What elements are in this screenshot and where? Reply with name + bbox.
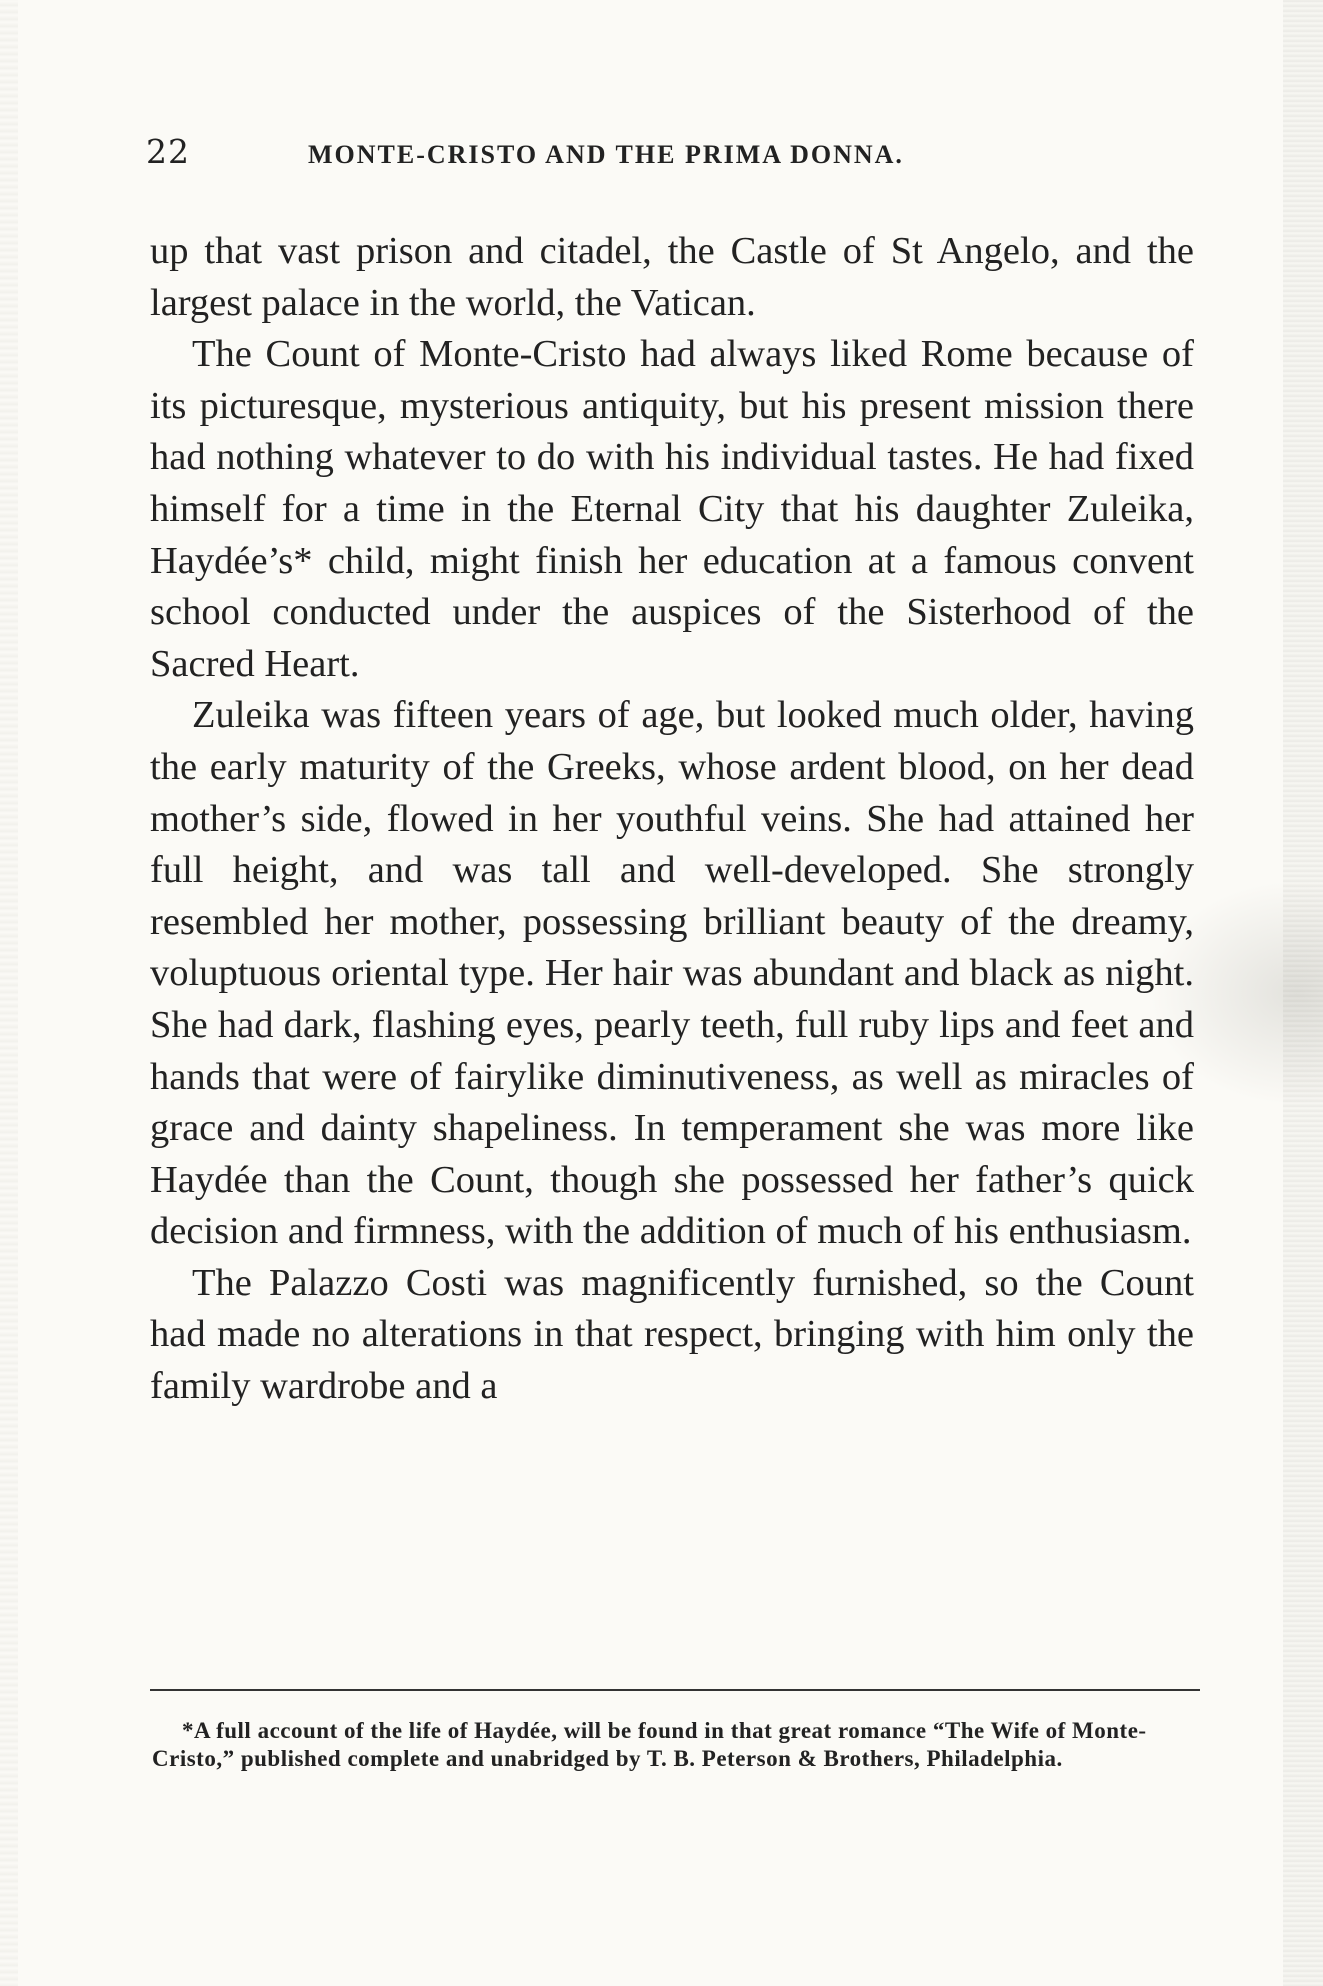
page-number: 22: [146, 132, 190, 171]
footnote-text: *A full account of the life of Haydée, will be found in that great romance “The Wife of Monte-Cristo,” published complete and unabridged by T. B. Peterson & Brothers, Philadelphia.: [152, 1718, 1147, 1771]
page-header: [146, 132, 1196, 182]
running-title: MONTE-CRISTO AND THE PRIMA DONNA.: [308, 140, 904, 169]
paragraph: Zuleika was fifteen years of age, but looked much older, having the early maturity of the Greeks, whose ardent blood, on her dead mother’s side, flowed in her youthful veins. She had attained her full height, and was tall and well-developed. She strongly resembled her mother, possessing brilliant beauty of the dreamy, voluptuous oriental type. Her hair was abundant and black as night. She had dark, flashing eyes, pearly teeth, full ruby lips and feet and hands that were of fairylike diminutiveness, as well as miracles of grace and dainty shapeliness. In temperament she was more like Haydée than the Count, though she possessed her father’s quick decision and firmness, with the addition of much of his enthusiasm.: [150, 694, 1194, 1253]
paragraph: The Count of Monte-Cristo had always liked Rome because of its picturesque, mysterious antiquity, but his present mission there had nothing whatever to do with his individual tastes. He had fixed himself for a time in the Eternal City that his daughter Zuleika, Haydée’s* child, might finish her education at a famous convent school conducted under the auspices of the Sisterhood of the Sacred Heart.: [150, 333, 1194, 685]
body-text: [150, 226, 1194, 1413]
paragraph: The Palazzo Costi was magnificently furnished, so the Count had made no alterations in that respect, bringing with him only the family wardrobe and a: [150, 1261, 1194, 1408]
footnote-rule: [150, 1689, 1200, 1691]
footnote: [152, 1717, 1196, 1773]
paragraph: up that vast prison and citadel, the Castle of St Angelo, and the largest palace in the world, the Vatican.: [150, 230, 1194, 324]
page-edge-right: [1283, 0, 1323, 1986]
page-edge-left: [0, 0, 18, 1986]
